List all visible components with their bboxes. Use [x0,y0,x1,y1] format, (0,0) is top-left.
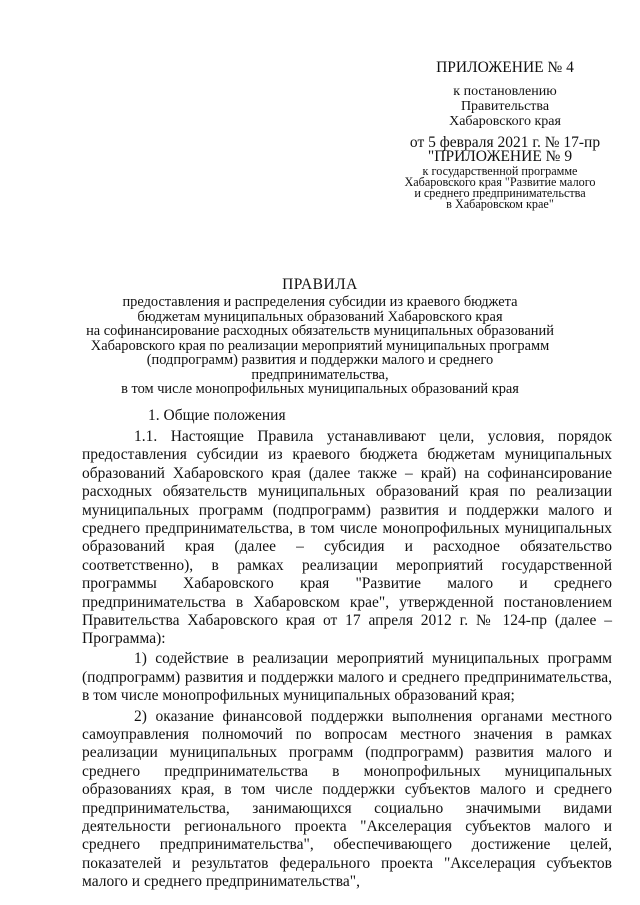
subtitle-line: на софинансирование расходных обязательств муниципальных образований [86,323,554,339]
appendix-quoted-line-2: Хабаровского края "Развитие малого [404,175,596,189]
appendix-quoted-block [390,148,610,210]
appendix-quoted-line-1: к государственной программе [422,164,578,178]
section-heading: 1. Общие положения [148,407,286,424]
subtitle-line: предоставления и распределения субсидии из краевого бюджета [122,294,518,310]
subtitle-line: Хабаровского края по реализации мероприятий муниципальных программ [90,337,550,354]
appendix-line-1: к постановлению [453,84,557,99]
body-text [82,428,612,892]
appendix-line-3: Хабаровского края [449,114,561,129]
appendix-block [400,58,610,153]
paragraph-1-1: 1.1. Настоящие Правила устанавливают цели, условия, порядок предоставления субсидии из краевого бюджета бюджетам муниципальных образований Хабаровского края (далее также – край) на софинансирование расходных обязательств муниципальных образований края по реализации муниципальных программ (подпрограмм) развития и поддержки малого и среднего предпринимательства, в том числе монопрофильных муниципальных образований края (далее – субсидия и расходное обязательство соответственно), в рамках реализации мероприятий государственной программы Хабаровского края "Развитие малого и среднего предпринимательства в Хабаровском крае", утвержденной постановлением Правительства Хабаровского края от 17 апреля 2012 г. № 124-пр (далее – Программа): [82,428,612,648]
paragraph-item-1: 1) содействие в реализации мероприятий муниципальных программ (подпрограмм) развития и поддержки малого и среднего предпринимательства, в том числе монопрофильных муниципальных образований края; [82,650,612,705]
appendix-quoted-line-4: в Хабаровском крае" [446,197,554,211]
appendix-number: ПРИЛОЖЕНИЕ № 4 [436,59,574,76]
subtitle-line: бюджетам муниципальных образований Хабаровского края [137,308,503,325]
paragraph-item-2: 2) оказание финансовой поддержки выполнения органами местного самоуправления полномочий по вопросам местного значения в рамках реализации муниципальных программ (подпрограмм) развития малого и среднего предпринимательства в монопрофильных муниципальных образованиях края, в том числе поддержки субъектов малого и среднего предпринимательства, занимающихся социально значимыми видами деятельности регионального проекта "Акселерация субъектов малого и среднего предпринимательства", обеспечивающего достижение целей, показателей и результатов федерального проекта "Акселерация субъектов малого и среднего предпринимательства", [82,707,612,891]
subtitle-line: в том числе монопрофильных муниципальных образований края [121,381,519,397]
appendix-quoted-line-3: и среднего предпринимательства [414,186,586,200]
subtitle-line: (подпрограмм) развития и поддержки малого и среднего предпринимательства, [146,352,494,383]
document-subtitle [80,295,560,397]
appendix-quoted-number: "ПРИЛОЖЕНИЕ № 9 [427,148,573,165]
appendix-date: от 5 февраля 2021 г. № 17-пр [409,134,601,151]
appendix-line-2: Правительства [460,99,550,114]
document-title: ПРАВИЛА [282,276,358,293]
